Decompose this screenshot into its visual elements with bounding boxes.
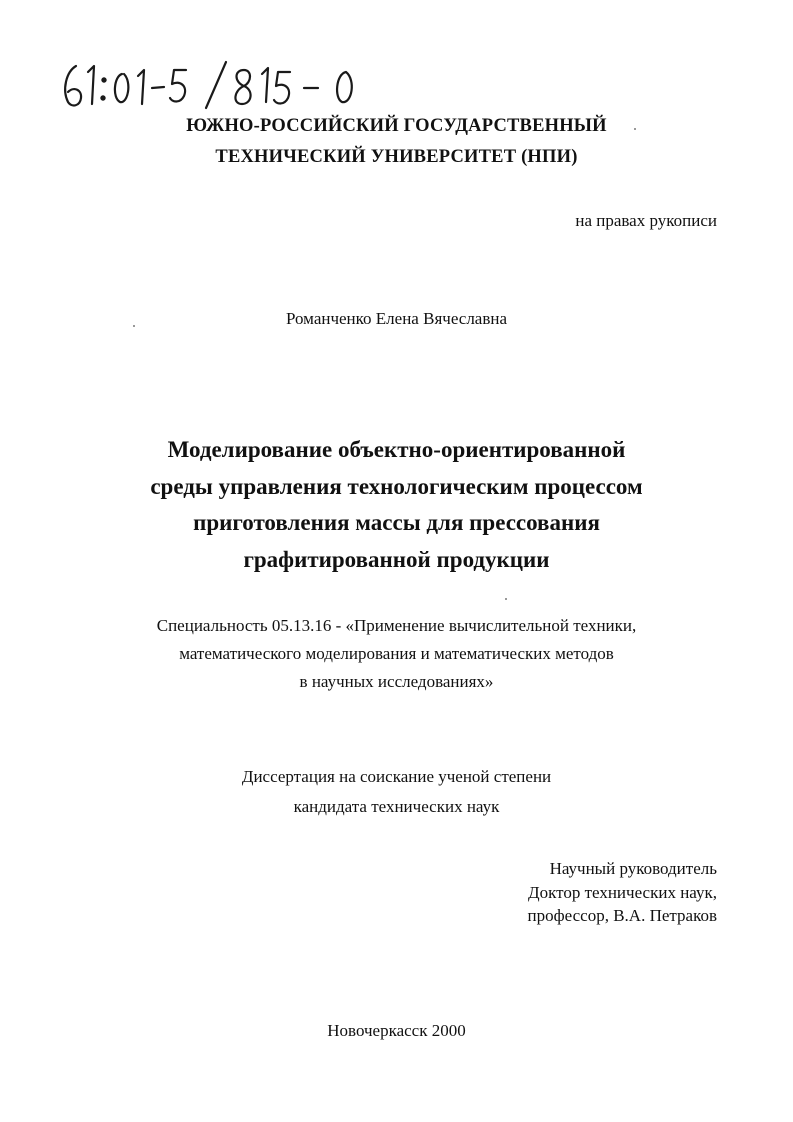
- scan-speck: [505, 598, 507, 600]
- advisor-line: профессор, В.А. Петраков: [527, 906, 717, 925]
- thesis-title: [0, 432, 793, 578]
- degree-line: Диссертация на соискание ученой степени: [241, 767, 552, 786]
- degree-statement: [0, 762, 793, 821]
- scan-speck: [634, 128, 636, 130]
- scientific-advisor: [528, 857, 717, 928]
- advisor-line: Доктор технических наук,: [528, 882, 717, 902]
- specialty-line: в научных исследованиях»: [299, 672, 494, 691]
- title-line: Моделирование объектно-ориентированной: [167, 437, 626, 462]
- rights-note: на правах рукописи: [575, 211, 717, 230]
- university-line-2: ТЕХНИЧЕСКИЙ УНИВЕРСИТЕТ (НПИ): [215, 147, 578, 167]
- specialty-line: Специальность 05.13.16 - «Применение вычислительной техники,: [156, 616, 637, 635]
- specialty: [0, 612, 793, 696]
- title-line: приготовления массы для прессования: [193, 510, 600, 535]
- author-name: Романченко Елена Вячеславна: [285, 309, 508, 328]
- title-line: графитированной продукции: [243, 546, 550, 572]
- city-year: Новочеркасск 2000: [327, 1021, 466, 1040]
- handwritten-number-drawing: [58, 58, 388, 113]
- specialty-line: математического моделирования и математических методов: [179, 644, 614, 663]
- degree-line: кандидата технических наук: [293, 796, 500, 816]
- handwritten-catalog-number: [58, 58, 388, 113]
- scan-speck: [133, 325, 135, 327]
- advisor-line: Научный руководитель: [549, 859, 717, 878]
- university-line-1: ЮЖНО-РОССИЙСКИЙ ГОСУДАРСТВЕННЫЙ: [186, 116, 607, 136]
- title-line: среды управления технологическим процессом: [150, 473, 643, 499]
